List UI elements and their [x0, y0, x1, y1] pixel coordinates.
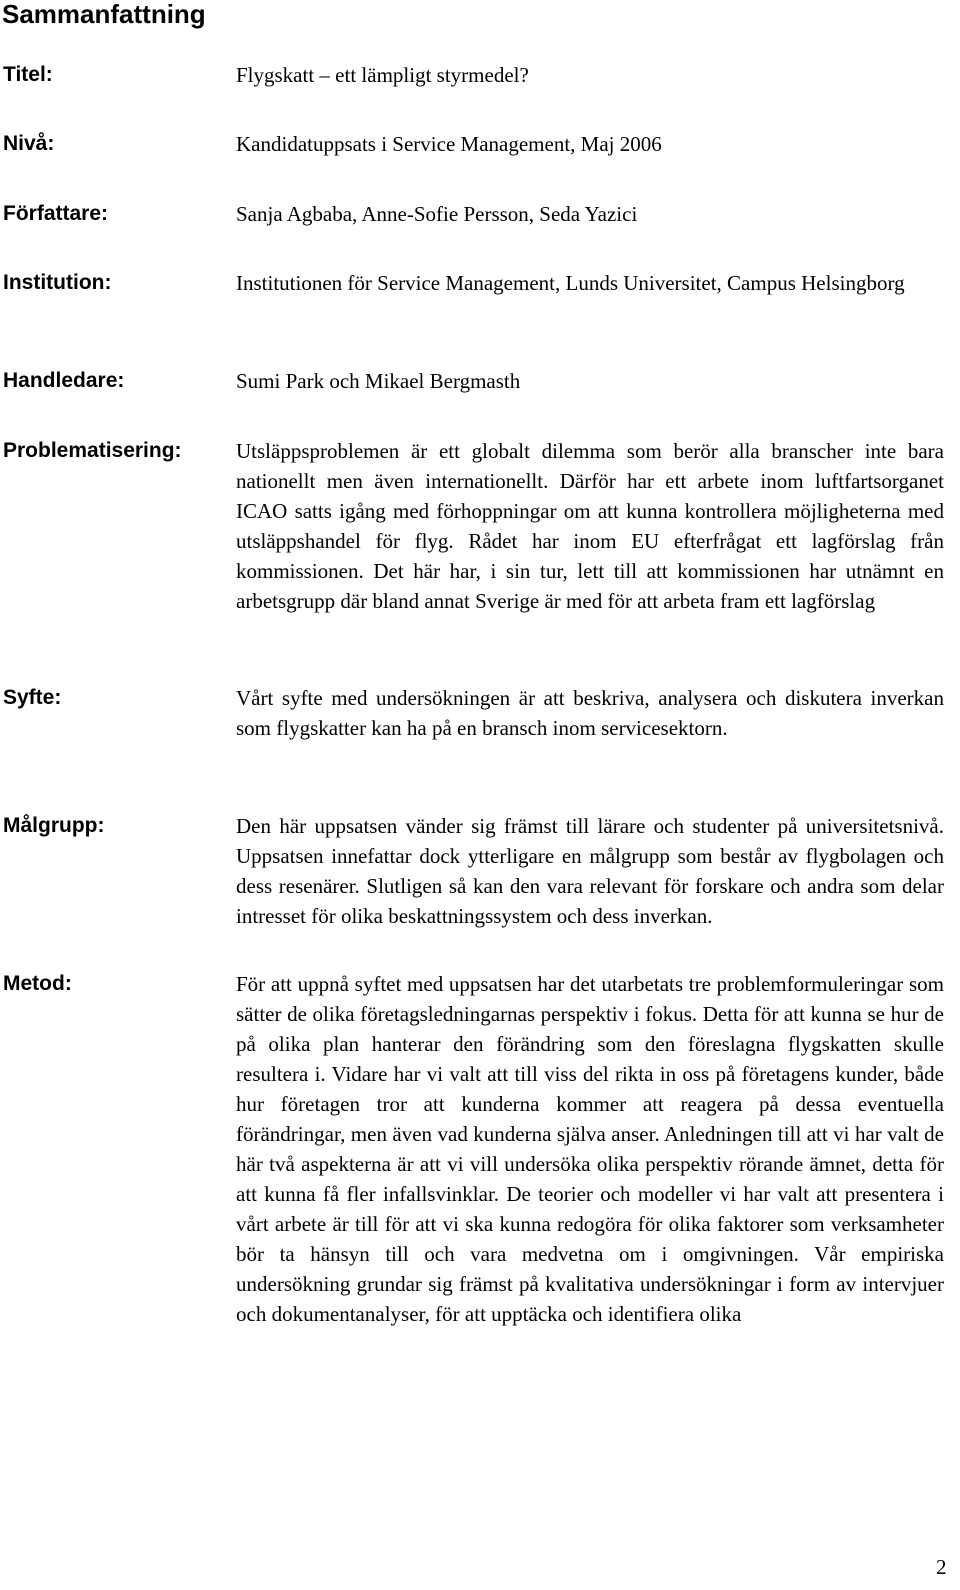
- method-value: För att uppnå syftet med uppsatsen har det utarbetats tre problemformuleringar som sätter de olika företagsledningarnas perspektiv i fokus. Detta för att kunna se hur de på olika plan hanterar den förändring som den föreslagna flygskatten skulle resultera i. Vidare har vi valt att till viss del rikta in oss på företagens kunder, både hur företagen tror att kunderna kommer att reagera på dessa eventuella förändringar, men även vad kunderna själva anser. Anledningen till att vi har valt de här två aspekterna är att vi vill undersöka olika perspektiv rörande ämnet, detta för att kunna få fler infallsvinklar. De teorier och modeller vi har valt att presentera i vårt arbete är till för att vi ska kunna redogöra för olika faktorer som verksamheter bör ta hänsyn till och vara medvetna om i omgivningen. Vår empiriska undersökning grundar sig främst på kvalitativa undersökningar i form av intervjuer och dokumentanalyser, för att upptäcka och identifiera olika: [236, 972, 944, 1326]
- problem-label: Problematisering:: [3, 439, 182, 462]
- audience-value: Den här uppsatsen vänder sig främst till lärare och studenter på universitetsnivå. Uppsatsen innefattar dock ytterligare en målgrupp som består av flygbolagen och dess resenärer. Slutligen så kan den vara relevant för forskare och andra som delar intresset för olika beskattningssystem och dess inverkan.: [236, 814, 944, 928]
- page-number: 2: [936, 1555, 947, 1579]
- audience-label: Målgrupp:: [3, 814, 105, 837]
- method-label: Metod:: [3, 972, 72, 995]
- supervisors-label: Handledare:: [3, 369, 125, 392]
- page-heading: Sammanfattning: [2, 0, 206, 29]
- level-value: Kandidatuppsats i Service Management, Maj 2006: [236, 132, 662, 156]
- authors-label: Författare:: [3, 202, 109, 225]
- authors-value: Sanja Agbaba, Anne-Sofie Persson, Seda Yazici: [236, 202, 638, 226]
- problem-value: Utsläppsproblemen är ett globalt dilemma som berör alla branscher inte bara nationellt men även internationellt. Därför har ett arbete inom luftfartsorganet ICAO satts igång med förhoppningar om att kunna kontrollera möjligheterna med utsläppshandel för flyg. Rådet har inom EU efterfrågat ett lagförslag från kommissionen. Det här har, i sin tur, lett till att kommissionen har utnämnt en arbetsgrupp där bland annat Sverige är med för att arbeta fram ett lagförslag: [236, 439, 944, 613]
- purpose-label: Syfte:: [3, 686, 62, 709]
- institution-value: Institutionen för Service Management, Lunds Universitet, Campus Helsingborg: [236, 271, 905, 295]
- purpose-value: Vårt syfte med undersökningen är att beskriva, analysera och diskutera inverkan som flygskatter kan ha på en bransch inom servicesektorn.: [236, 686, 944, 740]
- title-value: Flygskatt – ett lämpligt styrmedel?: [236, 63, 529, 87]
- institution-label: Institution:: [3, 271, 112, 294]
- title-label: Titel:: [3, 63, 53, 86]
- supervisors-value: Sumi Park och Mikael Bergmasth: [236, 369, 521, 393]
- level-label: Nivå:: [3, 132, 55, 155]
